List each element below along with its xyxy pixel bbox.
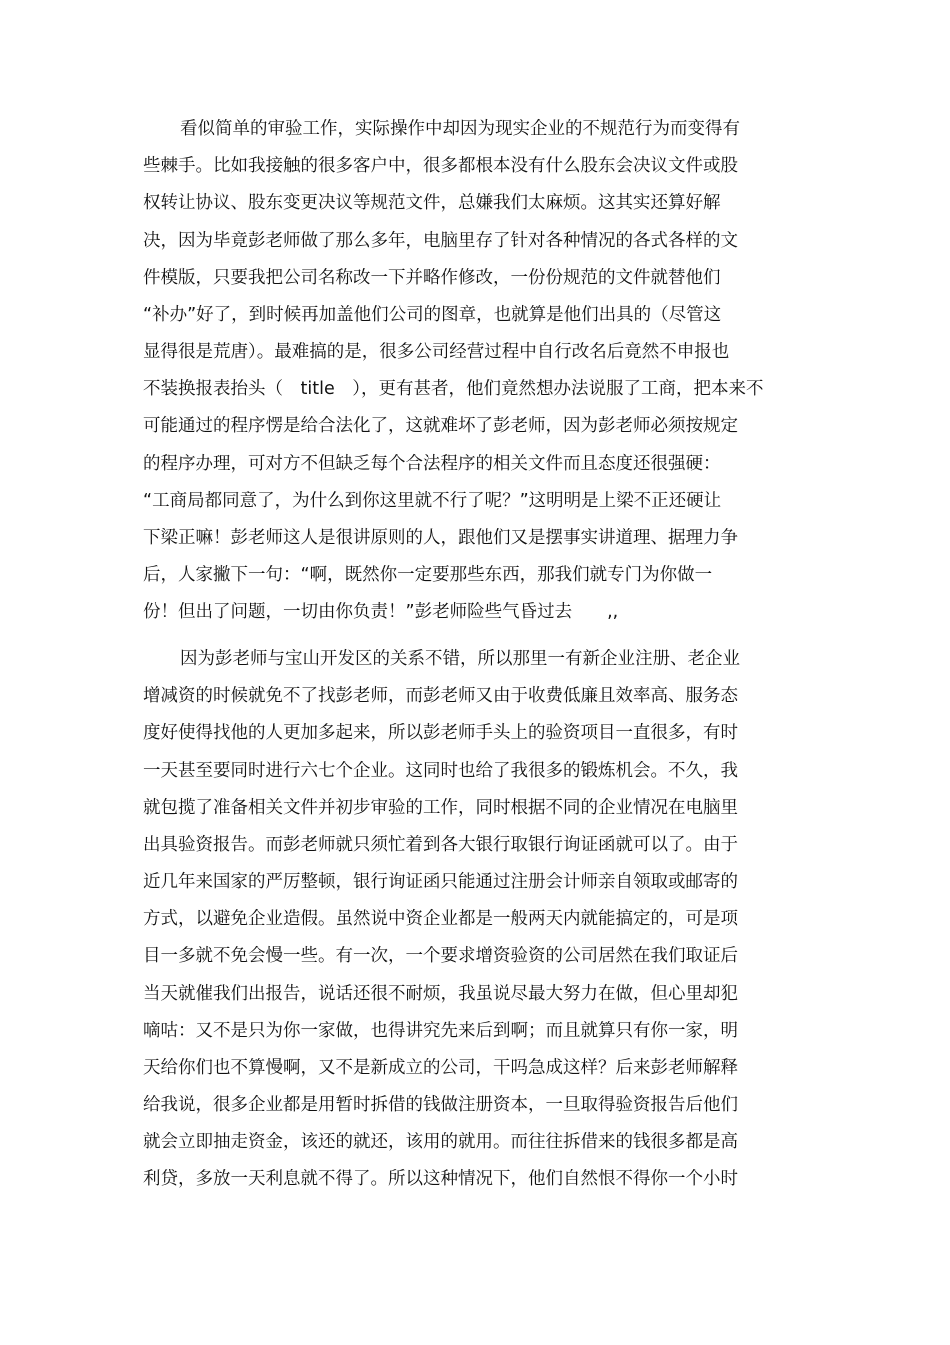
text-line: 利贷，多放一天利息就不得了。所以这种情况下，他们自然恨不得你一个小时 [143, 1169, 738, 1189]
text-line: 嘀咕：又不是只为你一家做，也得讲究先来后到啊；而且就算只有你一家，明 [143, 1021, 738, 1041]
text-line: 就包揽了准备相关文件并初步审验的工作，同时根据不同的企业情况在电脑里 [143, 798, 738, 818]
text-line: “工商局都同意了，为什么到你这里就不行了呢？”这明明是上梁不正还硬让 [143, 491, 722, 511]
text-line: 权转让协议、股东变更决议等规范文件，总嫌我们太麻烦。这其实还算好解 [143, 193, 721, 213]
text-line: 的程序办理，可对方不但缺乏每个合法程序的相关文件而且态度还很强硬： [143, 454, 721, 474]
text-line: 看似简单的审验工作，实际操作中却因为现实企业的不规范行为而变得有 [180, 119, 740, 139]
text-line: 件模版，只要我把公司名称改一下并略作修改，一份份规范的文件就替他们 [143, 268, 721, 288]
text-line: 当天就催我们出报告，说话还很不耐烦，我虽说尽最大努力在做，但心里却犯 [143, 984, 738, 1004]
text-line: 就会立即抽走资金，该还的就还，该用的就用。而往往拆借来的钱很多都是高 [143, 1132, 738, 1152]
text-line: 些棘手。比如我接触的很多客户中，很多都根本没有什么股东会决议文件或股 [143, 156, 738, 176]
text-line: 决，因为毕竟彭老师做了那么多年，电脑里存了针对各种情况的各式各样的文 [143, 231, 738, 251]
text-line: 显得很是荒唐）。最难搞的是，很多公司经营过程中自行改名后竟然不申报也 [143, 342, 730, 362]
text-line: 天给你们也不算慢啊，又不是新成立的公司，干吗急成这样？后来彭老师解释 [143, 1058, 738, 1078]
text-line: 给我说，很多企业都是用暂时拆借的钱做注册资本，一旦取得验资报告后他们 [143, 1095, 738, 1115]
text-line: 不装换报表抬头（ title ），更有甚者，他们竟然想办法说服了工商，把本来不 [143, 379, 764, 399]
text-line: 可能通过的程序愣是给合法化了，这就难坏了彭老师，因为彭老师必须按规定 [143, 416, 738, 436]
text-line: 因为彭老师与宝山开发区的关系不错，所以那里一有新企业注册、老企业 [180, 649, 740, 669]
text-line: 度好使得找他的人更加多起来，所以彭老师手头上的验资项目一直很多，有时 [143, 723, 738, 743]
text-line: 一天甚至要同时进行六七个企业。这同时也给了我很多的锻炼机会。不久，我 [143, 761, 738, 781]
text-line: 近几年来国家的严厉整顿，银行询证函只能通过注册会计师亲自领取或邮寄的 [143, 872, 738, 892]
text-line: 份！但出了问题，一切由你负责！”彭老师险些气昏过去 ,, [143, 602, 619, 622]
text-line: 目一多就不免会慢一些。有一次，一个要求增资验资的公司居然在我们取证后 [143, 946, 738, 966]
text-line: 方式，以避免企业造假。虽然说中资企业都是一般两天内就能搞定的，可是项 [143, 909, 738, 929]
text-line: 后，人家撇下一句：“啊，既然你一定要那些东西，那我们就专门为你做一 [143, 565, 713, 585]
text-line: “补办”好了，到时候再加盖他们公司的图章，也就算是他们出具的（尽管这 [143, 305, 722, 325]
text-line: 增减资的时候就免不了找彭老师，而彭老师又由于收费低廉且效率高、服务态 [143, 686, 738, 706]
text-line: 出具验资报告。而彭老师就只须忙着到各大银行取银行询证函就可以了。由于 [143, 835, 738, 855]
text-line: 下梁正嘛！彭老师这人是很讲原则的人，跟他们又是摆事实讲道理、据理力争 [143, 528, 738, 548]
